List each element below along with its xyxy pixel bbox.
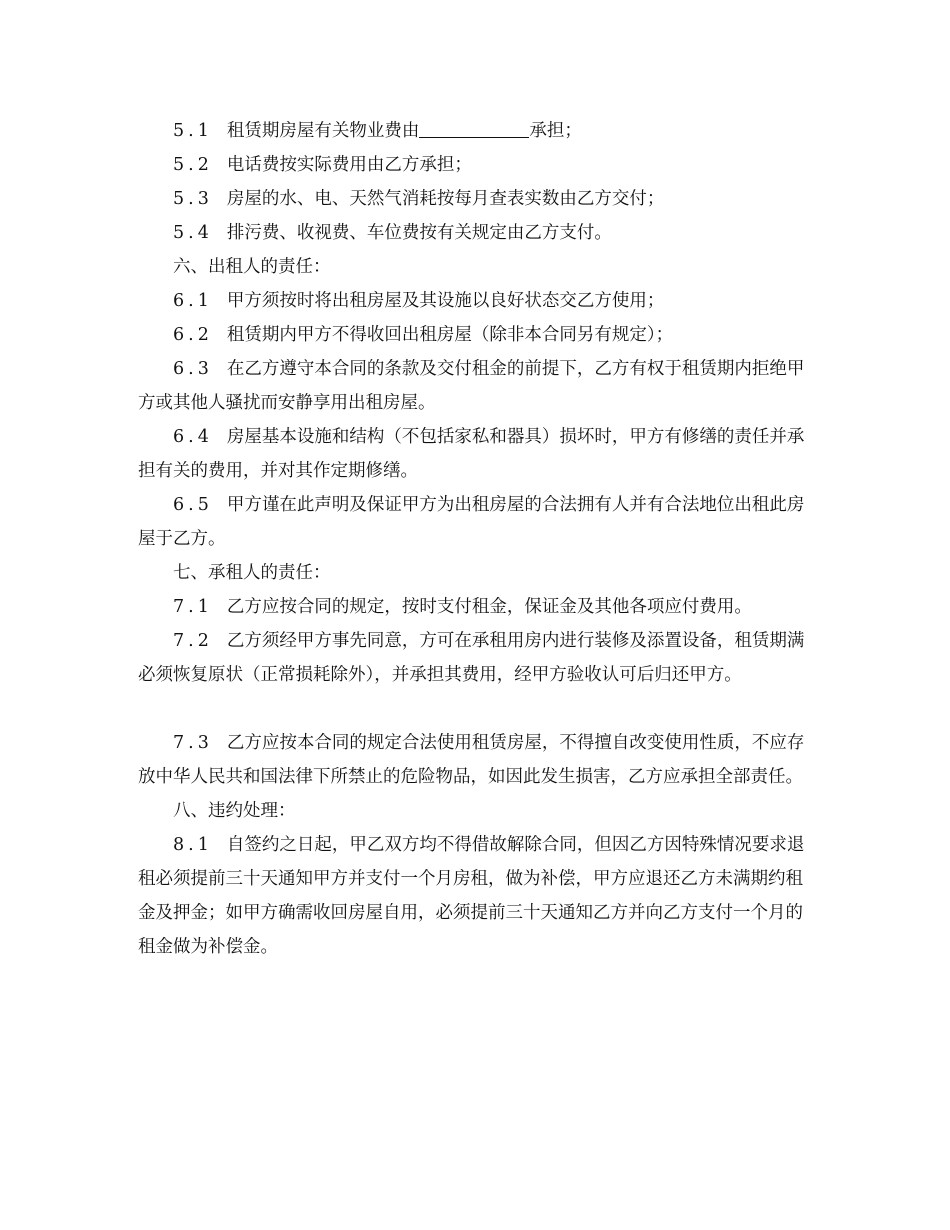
clause-number: 6.4: [173, 427, 213, 447]
clause-5-1: [138, 114, 818, 148]
clause-5-2: [138, 148, 818, 182]
clause-6-5: [138, 488, 818, 556]
clause-6-3: [138, 352, 818, 420]
clause-number: 8.1: [173, 835, 213, 855]
clause-text: 租赁期房屋有关物业费由: [226, 121, 420, 141]
section-heading-6: [138, 250, 818, 284]
clause-7-2: [138, 624, 818, 692]
clause-text: 房屋的水、电、天然气消耗按每月查表实数由乙方交付；: [226, 189, 665, 209]
clause-text: 甲方须按时将出租房屋及其设施以良好状态交乙方使用；: [226, 291, 665, 311]
clause-text: 乙方须经甲方事先同意，方可在承租用房内进行装修及添置设备，租赁期满必须恢复原状（正常损耗除外），并承担其费用，经甲方验收认可后归还甲方。: [138, 631, 805, 685]
clause-text: 自签约之日起，甲乙双方均不得借故解除合同，但因乙方因特殊情况要求退租必须提前三十天通知甲方并支付一个月房租，做为补偿，甲方应退还乙方未满期约租金及押金；如甲方确需收回房屋自用，必须提前三十天通知乙方并向乙方支付一个月的租金做为补偿金。: [138, 835, 805, 957]
clause-text: 排污费、收视费、车位费按有关规定由乙方支付。: [226, 223, 612, 243]
clause-5-4: [138, 216, 818, 250]
heading-text: 六、出租人的责任：: [173, 257, 331, 277]
clause-6-2: [138, 318, 818, 352]
clause-7-1: [138, 590, 818, 624]
heading-text: 七、承租人的责任：: [173, 563, 331, 583]
clause-6-4: [138, 420, 818, 488]
clause-text: 乙方应按合同的规定，按时支付租金，保证金及其他各项应付费用。: [226, 597, 752, 617]
clause-number: 5.1: [173, 121, 213, 141]
fill-in-blank: [419, 119, 529, 138]
clause-number: 6.2: [173, 325, 213, 345]
clause-6-1: [138, 284, 818, 318]
clause-number: 6.3: [173, 359, 213, 379]
clause-text: 在乙方遵守本合同的条款及交付租金的前提下，乙方有权于租赁期内拒绝甲方或其他人骚扰而安静享用出租房屋。: [138, 359, 805, 413]
clause-7-3: [138, 726, 818, 794]
clause-number: 5.3: [173, 189, 213, 209]
clause-number: 5.2: [173, 155, 213, 175]
clause-number: 7.3: [173, 733, 213, 753]
clause-text: 租赁期内甲方不得收回出租房屋（除非本合同另有规定）；: [226, 325, 674, 345]
heading-text: 八、违约处理：: [173, 801, 296, 821]
clause-number: 7.2: [173, 631, 213, 651]
clause-8-1: [138, 828, 818, 964]
clause-text: 承担；: [529, 121, 582, 141]
section-heading-7: [138, 556, 818, 590]
document-body: [138, 114, 818, 964]
blank-line: [138, 692, 818, 726]
clause-text: 乙方应按本合同的规定合法使用租赁房屋，不得擅自改变使用性质，不应存放中华人民共和国法律下所禁止的危险物品，如因此发生损害，乙方应承担全部责任。: [138, 733, 805, 787]
clause-text: 房屋基本设施和结构（不包括家私和器具）损坏时，甲方有修缮的责任并承担有关的费用，并对其作定期修缮。: [138, 427, 805, 481]
section-heading-8: [138, 794, 818, 828]
clause-text: 甲方谨在此声明及保证甲方为出租房屋的合法拥有人并有合法地位出租此房屋于乙方。: [138, 495, 805, 549]
clause-text: 电话费按实际费用由乙方承担；: [226, 155, 472, 175]
clause-number: 6.5: [173, 495, 213, 515]
clause-5-3: [138, 182, 818, 216]
clause-number: 7.1: [173, 597, 213, 617]
clause-number: 5.4: [173, 223, 213, 243]
clause-number: 6.1: [173, 291, 213, 311]
